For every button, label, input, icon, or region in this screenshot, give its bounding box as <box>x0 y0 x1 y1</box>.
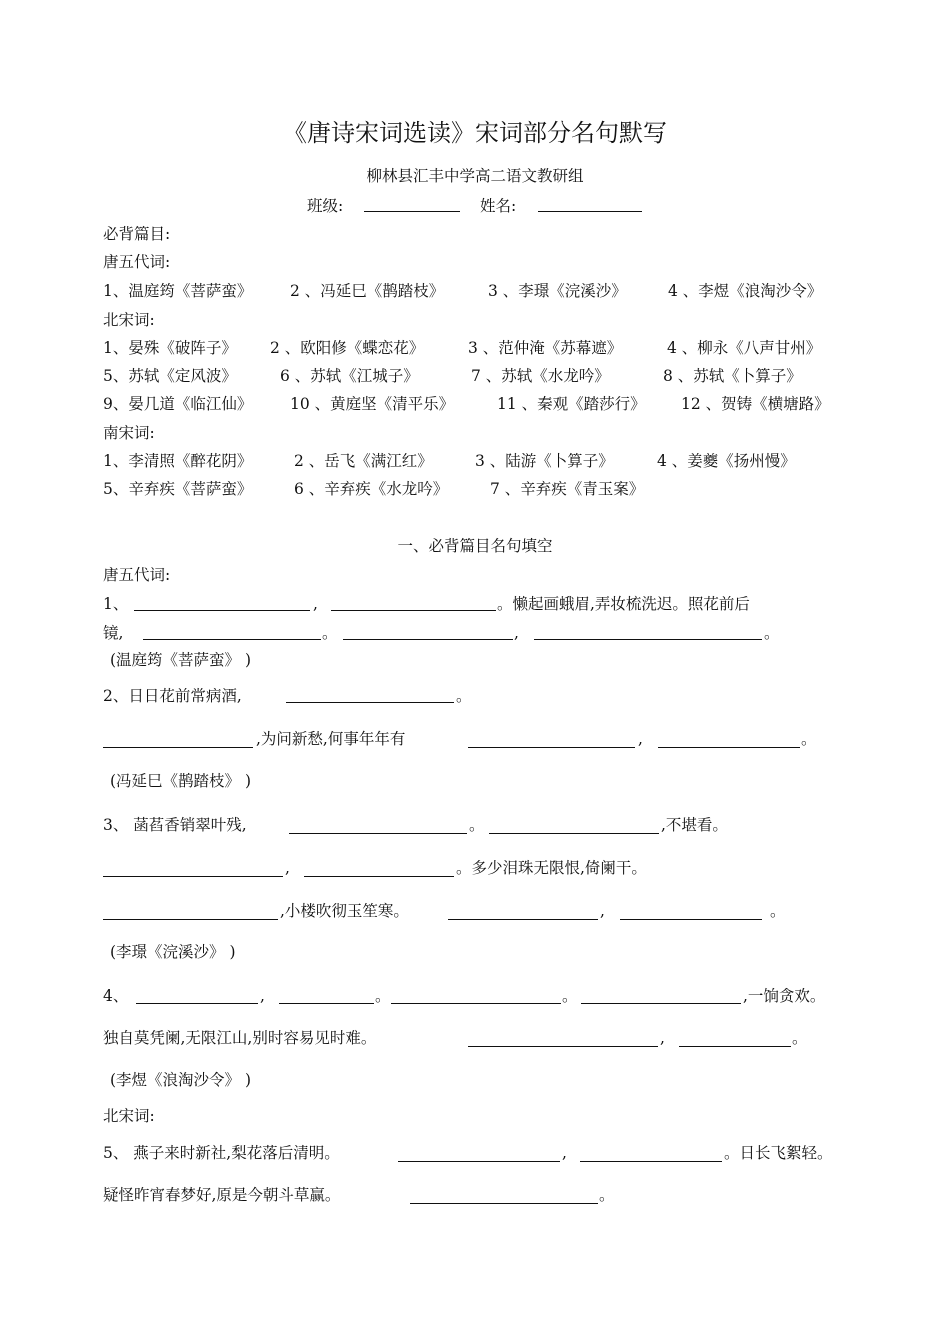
page-title: 《唐诗宋词选读》宋词部分名句默写 <box>283 119 667 147</box>
answer-blank[interactable] <box>679 1032 791 1047</box>
punctuation: , <box>660 1029 665 1047</box>
answer-blank[interactable] <box>343 625 513 640</box>
question-source: (李煜《浪淘沙令》 ) <box>110 1071 252 1089</box>
question-text: 2、日日花前常病酒, <box>103 687 242 705</box>
question-text: ,为问新愁,何事年年有 <box>256 730 406 748</box>
question-text: 疑怪昨宵春梦好,原是今朝斗草赢。 <box>103 1186 341 1204</box>
punctuation: , <box>600 902 605 920</box>
question-text: 。懒起画蛾眉,弄妆梳洗迟。照花前后 <box>497 595 750 613</box>
name-label: 姓名: <box>480 197 517 215</box>
list-item: 2 、冯延巳《鹊踏枝》 <box>290 282 445 300</box>
list-item: 8 、苏轼《卜算子》 <box>663 367 802 385</box>
punctuation: 。 <box>562 987 578 1005</box>
question-number: 4、 <box>103 987 129 1005</box>
list-item: 1、温庭筠《菩萨蛮》 <box>103 282 253 300</box>
question-source: (李璟《浣溪沙》 ) <box>110 943 236 961</box>
list-item: 3 、陆游《卜算子》 <box>475 452 614 470</box>
list-item: 4 、李煜《浪淘沙令》 <box>668 282 823 300</box>
punctuation: , <box>562 1144 567 1162</box>
question-text: 5、 燕子来时新社,梨花落后清明。 <box>103 1144 340 1162</box>
answer-blank[interactable] <box>468 733 635 748</box>
answer-blank[interactable] <box>448 905 598 920</box>
list-item: 4 、姜夔《扬州慢》 <box>657 452 796 470</box>
question-source: (温庭筠《菩萨蛮》 ) <box>110 651 252 669</box>
answer-blank[interactable] <box>136 989 258 1004</box>
answer-blank[interactable] <box>581 989 741 1004</box>
required-heading: 必背篇目: <box>103 225 171 243</box>
answer-blank[interactable] <box>534 625 762 640</box>
answer-blank[interactable] <box>103 905 278 920</box>
list-item: 10 、黄庭坚《清平乐》 <box>290 395 455 413</box>
name-blank[interactable] <box>538 197 642 212</box>
list-item: 7 、苏轼《水龙吟》 <box>471 367 610 385</box>
list-item: 4 、柳永《八声甘州》 <box>667 339 822 357</box>
answer-blank[interactable] <box>658 733 800 748</box>
question-text: 。多少泪珠无限恨,倚阑干。 <box>456 859 647 877</box>
list-item: 1、晏殊《破阵子》 <box>103 339 237 357</box>
question-text: 独自莫凭阑,无限江山,别时容易见时难。 <box>103 1029 377 1047</box>
list-item: 3 、范仲淹《苏幕遮》 <box>468 339 623 357</box>
punctuation: 。 <box>322 624 338 642</box>
answer-blank[interactable] <box>103 733 253 748</box>
class-blank[interactable] <box>364 197 460 212</box>
question-text: ,小楼吹彻玉笙寒。 <box>280 902 409 920</box>
list-item: 1、李清照《醉花阴》 <box>103 452 253 470</box>
list-item: 2 、欧阳修《蝶恋花》 <box>270 339 425 357</box>
list-item: 6 、辛弃疾《水龙吟》 <box>294 480 449 498</box>
punctuation: 。 <box>469 816 485 834</box>
question-number: 1、 <box>103 595 129 613</box>
punctuation: , <box>260 987 265 1005</box>
list-item: 5、辛弃疾《菩萨蛮》 <box>103 480 253 498</box>
punctuation: 。 <box>770 902 786 920</box>
north-heading: 北宋词: <box>103 311 155 329</box>
answer-blank[interactable] <box>331 596 496 611</box>
punctuation: , <box>313 595 318 613</box>
punctuation: 。 <box>375 987 391 1005</box>
answer-blank[interactable] <box>143 625 321 640</box>
answer-blank[interactable] <box>620 905 762 920</box>
punctuation: 。 <box>801 730 817 748</box>
answer-blank[interactable] <box>410 1189 598 1204</box>
question-text: 3、 菡萏香销翠叶残, <box>103 816 247 834</box>
list-item: 11 、秦观《踏莎行》 <box>497 395 646 413</box>
question-text: 。日长飞絮轻。 <box>724 1144 833 1162</box>
list-item: 2 、岳飞《满江红》 <box>294 452 433 470</box>
answer-blank[interactable] <box>580 1147 722 1162</box>
answer-blank[interactable] <box>391 989 561 1004</box>
question-text: 镜, <box>103 624 124 642</box>
punctuation: 。 <box>764 624 780 642</box>
answer-blank[interactable] <box>279 989 374 1004</box>
section-heading: 一、必背篇目名句填空 <box>397 537 553 555</box>
punctuation: , <box>514 624 519 642</box>
answer-blank[interactable] <box>468 1032 658 1047</box>
answer-blank[interactable] <box>489 819 659 834</box>
punctuation: 。 <box>792 1029 808 1047</box>
answer-blank[interactable] <box>103 862 283 877</box>
class-label: 班级: <box>307 197 344 215</box>
page-subtitle: 柳林县汇丰中学高二语文教研组 <box>366 167 584 185</box>
list-item: 5、苏轼《定风波》 <box>103 367 237 385</box>
answer-blank[interactable] <box>134 596 310 611</box>
answer-blank[interactable] <box>289 819 467 834</box>
punctuation: , <box>285 859 290 877</box>
answer-blank[interactable] <box>286 688 454 703</box>
tang-heading: 唐五代词: <box>103 566 171 584</box>
question-text: ,不堪看。 <box>661 816 728 834</box>
tang-heading: 唐五代词: <box>103 253 171 271</box>
list-item: 12 、贺铸《横塘路》 <box>681 395 830 413</box>
punctuation: 。 <box>599 1186 615 1204</box>
punctuation: , <box>638 730 643 748</box>
question-text: ,一饷贪欢。 <box>743 987 826 1005</box>
list-item: 7 、辛弃疾《青玉案》 <box>490 480 645 498</box>
north-heading: 北宋词: <box>103 1107 155 1125</box>
list-item: 3 、李璟《浣溪沙》 <box>488 282 627 300</box>
answer-blank[interactable] <box>398 1147 560 1162</box>
question-source: (冯延巳《鹊踏枝》 ) <box>110 772 252 790</box>
list-item: 9、晏几道《临江仙》 <box>103 395 253 413</box>
answer-blank[interactable] <box>304 862 454 877</box>
list-item: 6 、苏轼《江城子》 <box>280 367 419 385</box>
south-heading: 南宋词: <box>103 424 155 442</box>
punctuation: 。 <box>456 687 472 705</box>
